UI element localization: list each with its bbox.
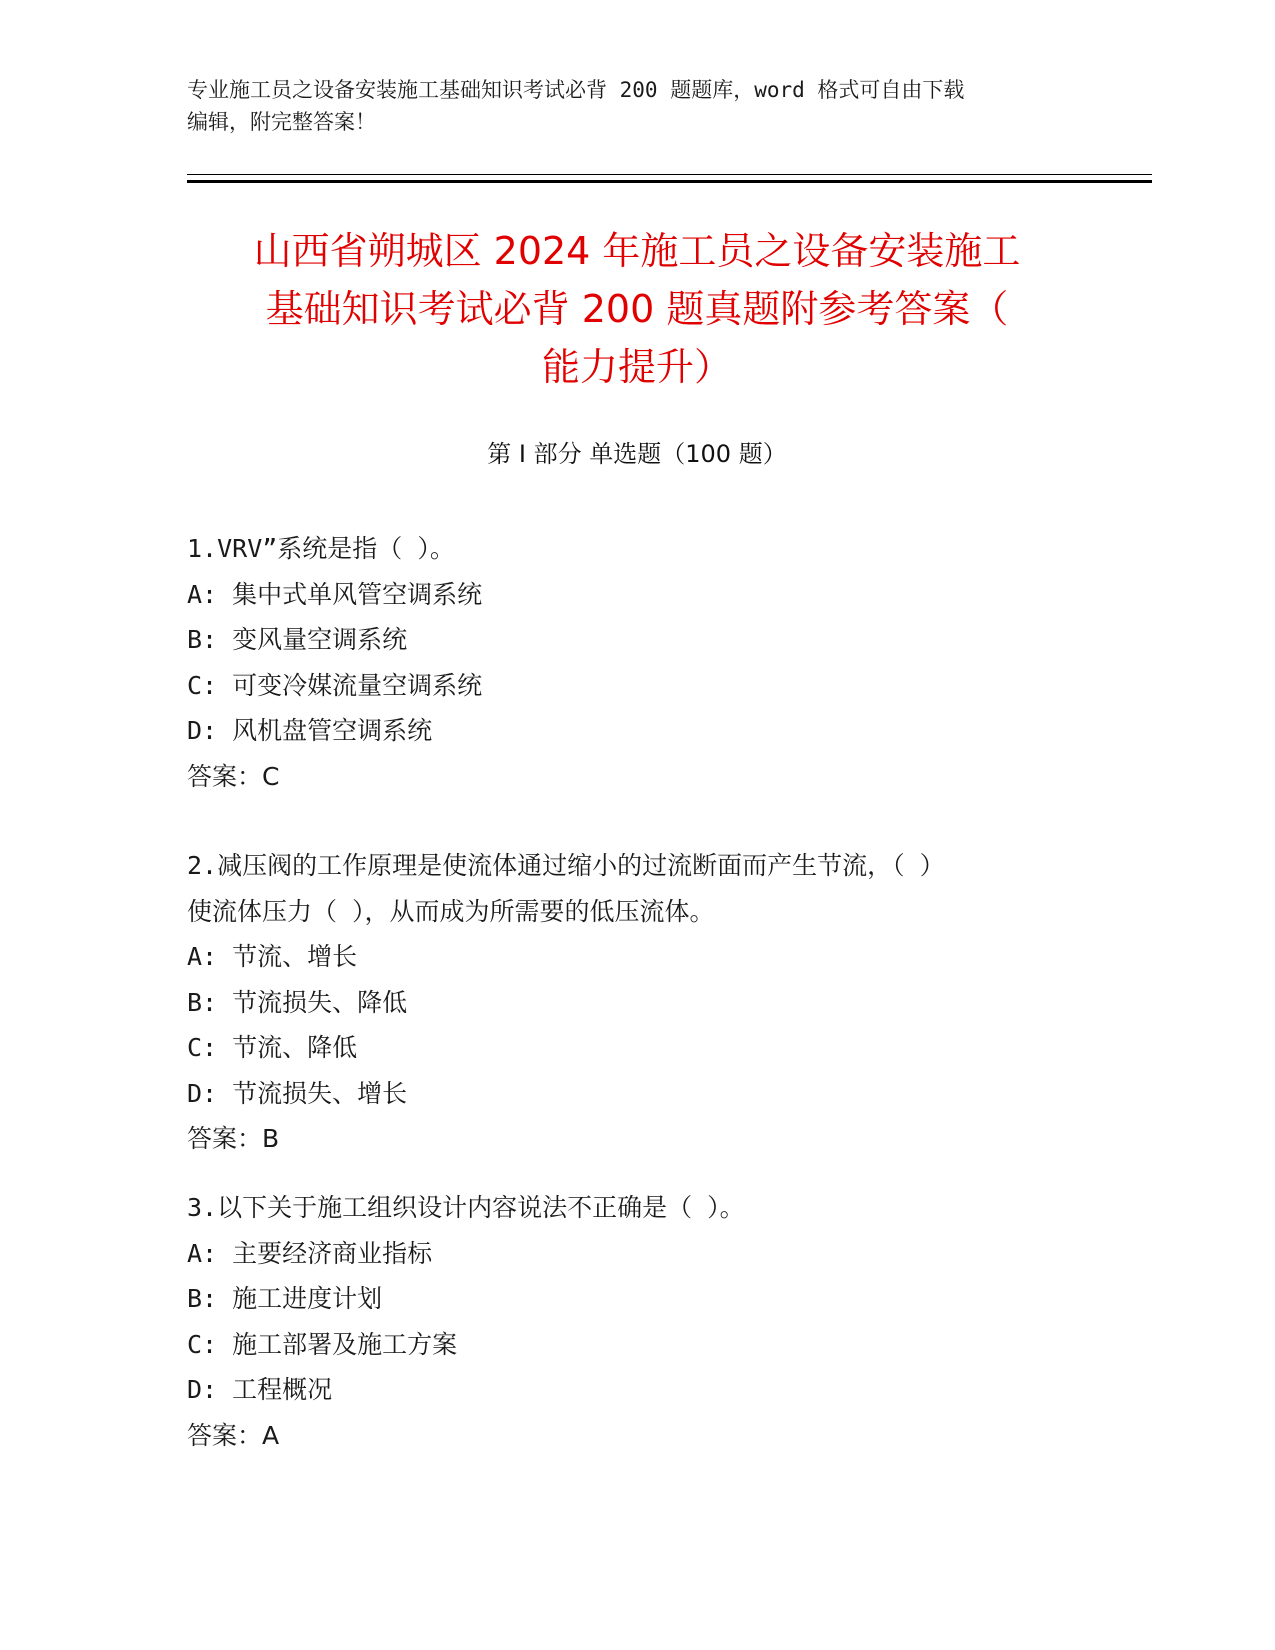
header-note-line-1: 专业施工员之设备安装施工基础知识考试必背 200 题题库，word 格式可自由下载 [187,78,965,102]
document-title-line-1: 山西省朔城区 2024 年施工员之设备安装施工 [253,229,1021,273]
question-block [187,1185,1087,1458]
document-title-line-2: 基础知识考试必背 200 题真题附参考答案（ [265,287,1009,331]
option-d: D: 风机盘管空调系统 [187,716,433,745]
option-c: C: 可变冷媒流量空调系统 [187,670,483,700]
answer-label: 答案：C [187,761,280,791]
question-stem: 1.VRV”系统是指（ ）。 [187,534,455,563]
option-a: A: 主要经济商业指标 [187,1238,433,1268]
option-b: B: 变风量空调系统 [187,625,408,654]
option-d: D: 工程概况 [187,1375,333,1404]
question-stem: 2.减压阀的工作原理是使流体通过缩小的过流断面而产生节流，（ ） [187,851,945,880]
header-divider-thick [187,180,1152,183]
question-block [187,526,1087,799]
option-c: C: 施工部署及施工方案 [187,1329,458,1359]
header-divider-thin [187,174,1152,175]
document-title-line-3: 能力提升） [541,345,732,389]
option-c: C: 节流、降低 [187,1033,358,1062]
option-b: B: 施工进度计划 [187,1284,383,1313]
option-a: A: 集中式单风管空调系统 [187,579,483,609]
answer-label: 答案：A [187,1420,280,1450]
section-title: 第 I 部分 单选题（100 题） [487,440,787,468]
header-note [187,74,1087,138]
document-title [187,222,1087,396]
header-note-line-2: 编辑，附完整答案！ [187,110,376,134]
option-a: A: 节流、增长 [187,942,358,971]
question-block [187,843,1087,1162]
option-b: B: 节流损失、降低 [187,987,408,1017]
question-stem: 3.以下关于施工组织设计内容说法不正确是（ ）。 [187,1193,745,1222]
answer-label: 答案：B [187,1124,280,1153]
question-stem-continued: 使流体压力（ ），从而成为所需要的低压流体。 [187,896,715,926]
option-d: D: 节流损失、增长 [187,1078,408,1108]
